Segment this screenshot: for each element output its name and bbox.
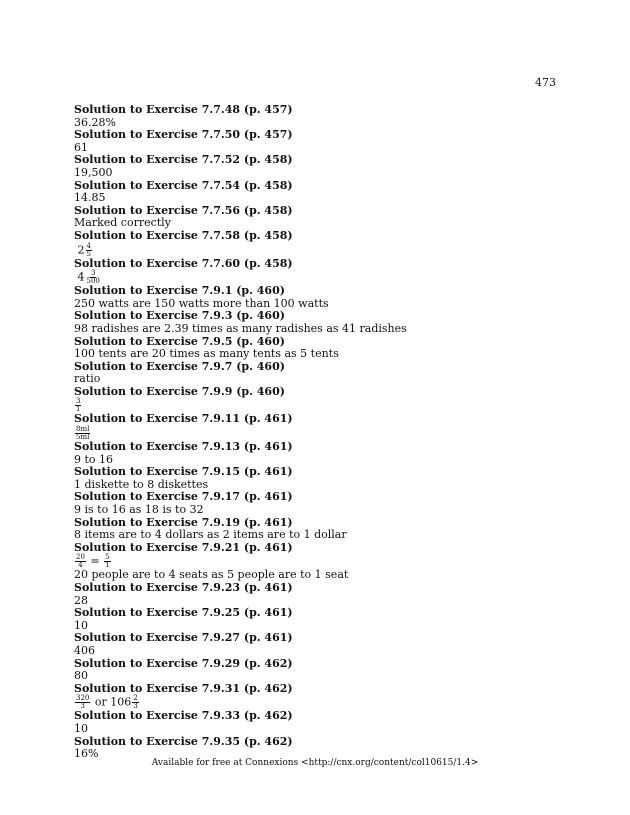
solution-answer: 100 tents are 20 times as many tents as 5 tents xyxy=(74,347,339,361)
solution-entry xyxy=(74,386,564,414)
fraction-numerator: 4 xyxy=(86,241,91,250)
fraction-numerator: 8ml xyxy=(76,425,90,434)
fraction-numerator: 3 xyxy=(90,269,96,278)
solution-entry xyxy=(74,683,564,711)
solution-entry xyxy=(74,658,564,683)
solution-entry xyxy=(74,736,564,761)
fraction xyxy=(86,243,92,258)
solution-entry xyxy=(74,154,564,179)
solution-answer: 28 xyxy=(74,593,88,607)
fraction-denominator: 3 xyxy=(133,702,138,711)
solution-title: Solution to Exercise 7.9.25 (p. 461) xyxy=(74,606,293,620)
solution-answer: 20 people are to 4 seats as 5 people are to 1 seat xyxy=(74,568,349,582)
solution-answer xyxy=(74,270,564,285)
solution-title: Solution to Exercise 7.7.48 (p. 457) xyxy=(74,103,293,116)
fraction-numerator: 5 xyxy=(105,553,110,562)
solution-title: Solution to Exercise 7.9.23 (p. 461) xyxy=(74,581,293,594)
solution-answer: Marked correctly xyxy=(74,216,171,230)
fraction-numerator: 3 xyxy=(76,397,81,406)
solution-entry xyxy=(74,542,564,582)
solution-entry xyxy=(74,336,564,361)
solution-equation xyxy=(74,554,564,569)
solution-entry xyxy=(74,441,564,466)
solution-title: Solution to Exercise 7.7.50 (p. 457) xyxy=(74,128,293,142)
solution-answer: 10 xyxy=(74,721,88,735)
solution-title: Solution to Exercise 7.9.9 (p. 460) xyxy=(74,384,285,398)
mixed-number-whole: 4 xyxy=(77,270,85,284)
solution-title: Solution to Exercise 7.7.60 (p. 458) xyxy=(74,256,293,270)
solution-entry xyxy=(74,517,564,542)
fraction-denominator: 1 xyxy=(105,561,110,570)
solution-title: Solution to Exercise 7.9.1 (p. 460) xyxy=(74,284,285,298)
solution-entry xyxy=(74,466,564,491)
solution-entry xyxy=(74,710,564,735)
solution-entry xyxy=(74,285,564,310)
solution-entry xyxy=(74,607,564,632)
solution-entry xyxy=(74,129,564,154)
solution-answer: 98 radishes are 2.39 times as many radishes as 41 radishes xyxy=(74,321,407,335)
solution-answer: ratio xyxy=(74,372,101,386)
fraction xyxy=(75,554,86,569)
solution-entry xyxy=(74,582,564,607)
solution-title: Solution to Exercise 7.7.52 (p. 458) xyxy=(74,153,293,167)
page-footer: Available for free at Connexions <http://cnx.org/content/col10615/1.4> xyxy=(151,758,479,768)
fraction xyxy=(75,398,81,413)
solution-entry xyxy=(74,258,564,286)
solution-answer: 8 items are to 4 dollars as 2 items are to 1 dollar xyxy=(74,528,347,542)
solution-answer xyxy=(74,426,564,441)
solution-title: Solution to Exercise 7.9.7 (p. 460) xyxy=(74,359,285,373)
solution-title: Solution to Exercise 7.7.54 (p. 458) xyxy=(74,178,293,192)
fraction xyxy=(132,695,138,710)
fraction-denominator: 5 xyxy=(86,249,91,258)
solution-entry xyxy=(74,632,564,657)
solution-entry xyxy=(74,104,564,129)
solution-entry xyxy=(74,205,564,230)
fraction-denominator: 1 xyxy=(76,405,81,414)
solution-entry xyxy=(74,413,564,441)
mixed-number-whole: 2 xyxy=(77,243,85,257)
solution-title: Solution to Exercise 7.9.13 (p. 461) xyxy=(74,440,293,454)
solutions-list xyxy=(74,104,564,761)
solution-answer: 14.85 xyxy=(74,191,106,205)
fraction xyxy=(75,695,90,710)
mixed-number-whole: 106 xyxy=(110,695,132,709)
solution-title: Solution to Exercise 7.9.15 (p. 461) xyxy=(74,465,293,479)
solution-title: Solution to Exercise 7.9.5 (p. 460) xyxy=(74,334,285,348)
solution-title: Solution to Exercise 7.9.33 (p. 462) xyxy=(74,709,293,723)
solution-title: Solution to Exercise 7.9.11 (p. 461) xyxy=(74,412,293,426)
solution-title: Solution to Exercise 7.9.17 (p. 461) xyxy=(74,490,293,504)
fraction-denominator: 500 xyxy=(86,277,100,286)
fraction xyxy=(75,426,90,441)
solution-answer: 406 xyxy=(74,643,95,657)
or-connector: or xyxy=(94,695,107,709)
solution-answer: 9 is to 16 as 18 is to 32 xyxy=(74,503,204,517)
solution-answer: 36.28% xyxy=(74,115,116,129)
fraction-numerator: 20 xyxy=(76,553,85,562)
solution-entry xyxy=(74,180,564,205)
solution-answer xyxy=(74,243,564,258)
solution-answer xyxy=(74,695,564,710)
page-number: 473 xyxy=(535,76,556,89)
solution-entry xyxy=(74,361,564,386)
solution-answer xyxy=(74,398,564,413)
solution-answer: 10 xyxy=(74,618,88,632)
solution-answer: 19,500 xyxy=(74,165,113,179)
solution-entry xyxy=(74,310,564,335)
fraction-denominator: 3 xyxy=(80,702,85,711)
solution-title: Solution to Exercise 7.9.21 (p. 461) xyxy=(74,540,293,554)
solution-title: Solution to Exercise 7.9.19 (p. 461) xyxy=(74,515,293,529)
solution-title: Solution to Exercise 7.9.31 (p. 462) xyxy=(74,681,293,695)
equals-sign: = xyxy=(90,554,100,568)
solution-answer: 80 xyxy=(74,669,88,683)
fraction-numerator: 2 xyxy=(133,694,138,703)
solution-answer: 61 xyxy=(74,140,88,154)
solution-title: Solution to Exercise 7.9.3 (p. 460) xyxy=(74,309,285,323)
solution-entry xyxy=(74,230,564,258)
solution-answer: 250 watts are 150 watts more than 100 watts xyxy=(74,296,329,310)
solution-answer: 16% xyxy=(74,747,99,761)
fraction xyxy=(86,270,101,285)
solution-answer: 1 diskette to 8 diskettes xyxy=(74,477,209,491)
solution-answer: 9 to 16 xyxy=(74,452,114,466)
solution-title: Solution to Exercise 7.7.58 (p. 458) xyxy=(74,228,293,242)
fraction-denominator: 5ml xyxy=(76,433,90,442)
solution-title: Solution to Exercise 7.7.56 (p. 458) xyxy=(74,203,293,217)
fraction-numerator: 320 xyxy=(76,694,90,703)
fraction-denominator: 4 xyxy=(78,561,83,570)
solution-title: Solution to Exercise 7.9.27 (p. 461) xyxy=(74,631,293,645)
fraction xyxy=(104,554,110,569)
solution-title: Solution to Exercise 7.9.35 (p. 462) xyxy=(74,734,293,748)
solution-title: Solution to Exercise 7.9.29 (p. 462) xyxy=(74,656,293,670)
solution-entry xyxy=(74,491,564,516)
